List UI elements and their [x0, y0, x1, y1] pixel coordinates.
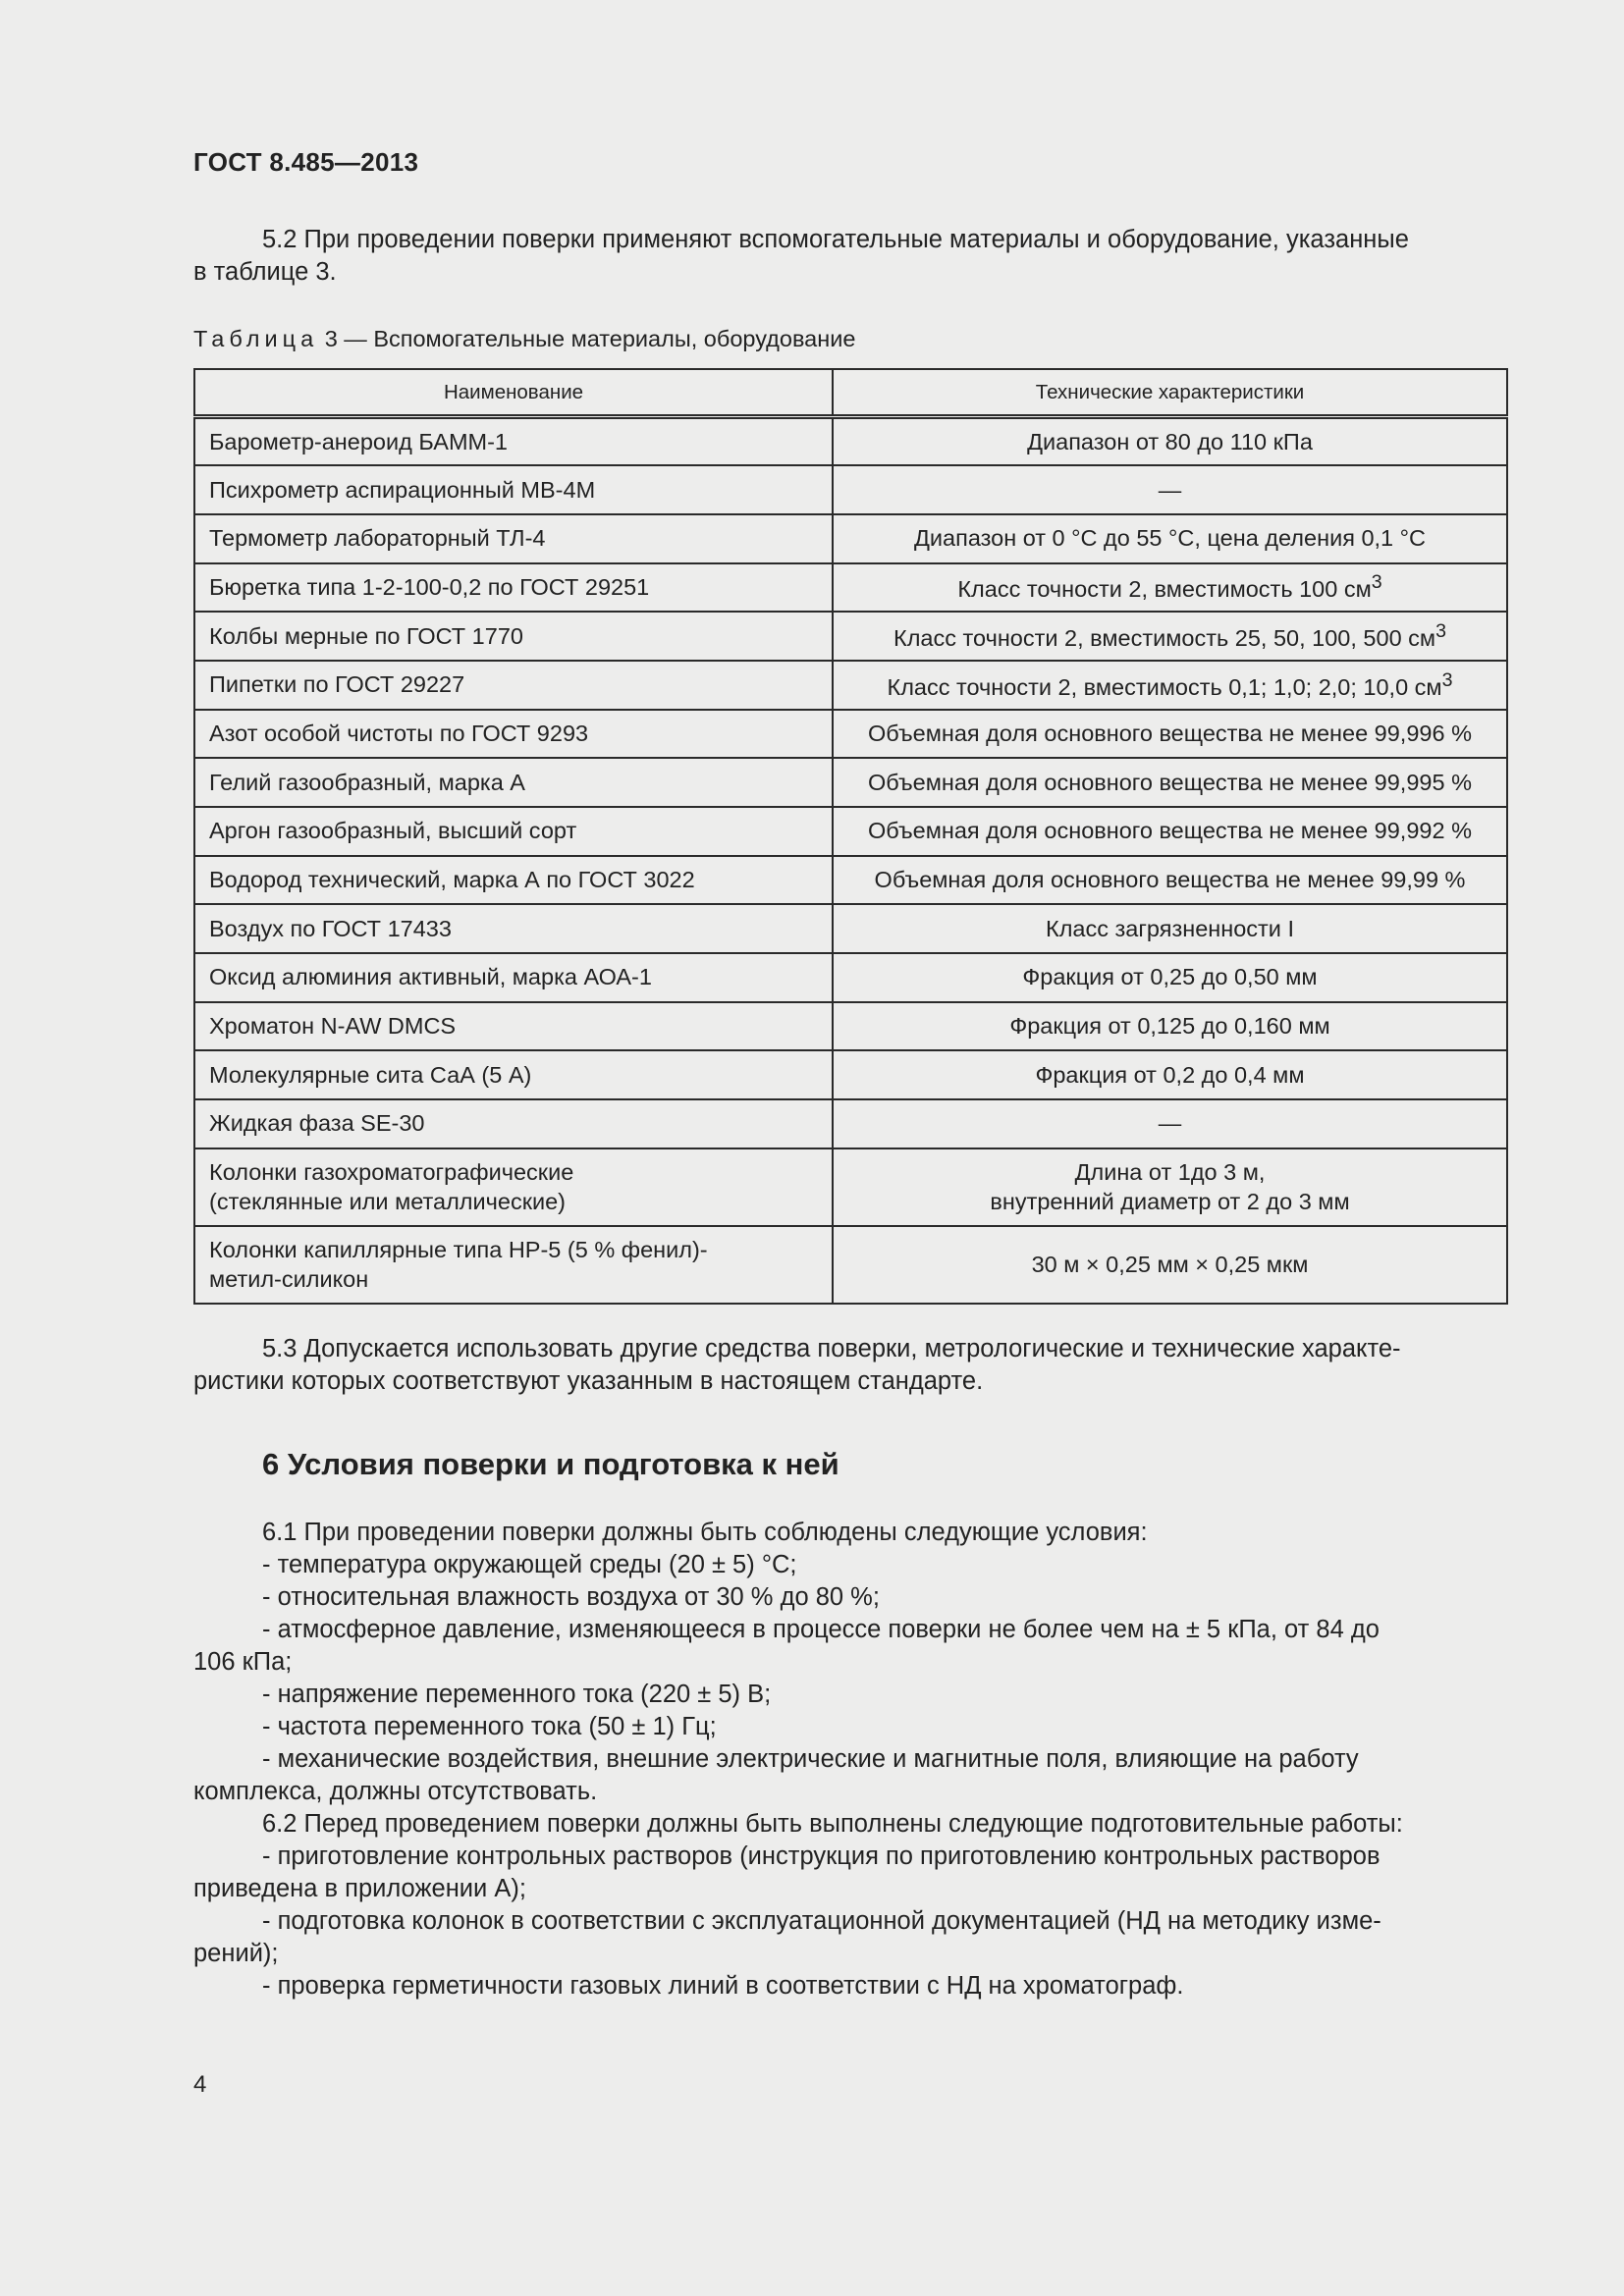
- table-row: [194, 417, 1507, 466]
- cell-line: внутренний диаметр от 2 до 3 мм: [990, 1189, 1350, 1215]
- cell-name: Гелий газообразный, марка А: [194, 758, 833, 807]
- cell-spec-text: Класс точности 2, вместимость 25, 50, 100, 500 см: [893, 625, 1436, 651]
- cell-line: Колонки капиллярные типа НР-5 (5 % фенил)-: [209, 1237, 708, 1263]
- table-row: [194, 856, 1507, 905]
- document-header: ГОСТ 8.485—2013: [193, 147, 419, 177]
- cell-name: Воздух по ГОСТ 17433: [194, 904, 833, 953]
- section-6-title: 6 Условия поверки и подготовка к ней: [262, 1447, 839, 1481]
- list-item: - относительная влажность воздуха от 30 % до 80 %;: [262, 1583, 880, 1611]
- paragraph-5-3: [193, 1333, 1507, 1398]
- superscript: 3: [1441, 668, 1453, 691]
- table-caption-label: Таблица: [193, 326, 319, 351]
- cell-spec: Объемная доля основного вещества не менее 99,996 %: [833, 710, 1507, 759]
- table-row: [194, 758, 1507, 807]
- cell-spec: 30 м × 0,25 мм × 0,25 мкм: [833, 1226, 1507, 1304]
- table-caption: [193, 326, 855, 352]
- table-row: [194, 953, 1507, 1002]
- table-row: [194, 1148, 1507, 1226]
- cell-spec: Фракция от 0,25 до 0,50 мм: [833, 953, 1507, 1002]
- cell-spec: Диапазон от 80 до 110 кПа: [833, 417, 1507, 466]
- cell-name: Пипетки по ГОСТ 29227: [194, 661, 833, 710]
- list-item: - атмосферное давление, изменяющееся в процессе поверки не более чем на ± 5 кПа, от 84 до: [262, 1616, 1380, 1643]
- paragraph-line: 5.3 Допускается использовать другие средства поверки, метрологические и технические характе-: [262, 1335, 1401, 1362]
- cell-line: (стеклянные или металлические): [209, 1189, 566, 1215]
- cell-spec: —: [833, 465, 1507, 514]
- table-row: [194, 904, 1507, 953]
- cell-spec: Объемная доля основного вещества не менее 99,99 %: [833, 856, 1507, 905]
- cell-spec-text: Класс точности 2, вместимость 100 см: [957, 576, 1372, 603]
- list-item-continuation: приведена в приложении А);: [193, 1875, 526, 1902]
- cell-name: [194, 1148, 833, 1226]
- table-row: [194, 807, 1507, 856]
- superscript: 3: [1435, 620, 1446, 643]
- table-row: [194, 1050, 1507, 1099]
- cell-name: Колбы мерные по ГОСТ 1770: [194, 612, 833, 661]
- list-item: - температура окружающей среды (20 ± 5) °С;: [262, 1551, 797, 1578]
- cell-name: Азот особой чистоты по ГОСТ 9293: [194, 710, 833, 759]
- paragraph-line: в таблице 3.: [193, 258, 337, 286]
- cell-name: Бюретка типа 1-2-100-0,2 по ГОСТ 29251: [194, 563, 833, 613]
- cell-name: Жидкая фаза SE-30: [194, 1099, 833, 1148]
- cell-line: Колонки газохроматографические: [209, 1159, 574, 1186]
- cell-spec: —: [833, 1099, 1507, 1148]
- table-header-row: [194, 369, 1507, 417]
- cell-spec: Объемная доля основного вещества не менее 99,992 %: [833, 807, 1507, 856]
- list-item-continuation: 106 кПа;: [193, 1648, 293, 1676]
- paragraph-line: ристики которых соответствуют указанным в настоящем стандарте.: [193, 1367, 984, 1395]
- cell-name: Термометр лабораторный ТЛ-4: [194, 514, 833, 563]
- list-item: - приготовление контрольных растворов (инструкция по приготовлению контрольных растворов: [262, 1842, 1380, 1870]
- cell-name: Молекулярные сита СаА (5 А): [194, 1050, 833, 1099]
- table-row: [194, 612, 1507, 661]
- cell-spec: Фракция от 0,125 до 0,160 мм: [833, 1002, 1507, 1051]
- cell-spec: Объемная доля основного вещества не менее 99,995 %: [833, 758, 1507, 807]
- paragraph-line: 5.2 При проведении поверки применяют вспомогательные материалы и оборудование, указанные: [262, 226, 1409, 253]
- list-item: - частота переменного тока (50 ± 1) Гц;: [262, 1713, 717, 1740]
- table-row: [194, 514, 1507, 563]
- cell-name: Аргон газообразный, высший сорт: [194, 807, 833, 856]
- section-6-body: [193, 1517, 1507, 2002]
- page-number: 4: [193, 2071, 207, 2098]
- table-caption-text: 3 — Вспомогательные материалы, оборудование: [324, 326, 856, 351]
- list-item: - подготовка колонок в соответствии с эксплуатационной документацией (НД на методику изме-: [262, 1907, 1381, 1935]
- table-row: [194, 661, 1507, 710]
- cell-spec: Класс загрязненности I: [833, 904, 1507, 953]
- column-header-specs: Технические характеристики: [833, 369, 1507, 417]
- table-row: [194, 710, 1507, 759]
- cell-line: Длина от 1до 3 м,: [1074, 1159, 1266, 1186]
- table-row: [194, 563, 1507, 613]
- table-row: [194, 1002, 1507, 1051]
- list-item: - проверка герметичности газовых линий в соответствии с НД на хроматограф.: [262, 1972, 1184, 2000]
- cell-spec: [833, 612, 1507, 661]
- cell-spec: Диапазон от 0 °С до 55 °С, цена деления 0,1 °С: [833, 514, 1507, 563]
- table-row: [194, 465, 1507, 514]
- cell-spec: Фракция от 0,2 до 0,4 мм: [833, 1050, 1507, 1099]
- cell-name: Психрометр аспирационный МВ-4М: [194, 465, 833, 514]
- column-header-name: Наименование: [194, 369, 833, 417]
- list-item-continuation: рений);: [193, 1940, 279, 1967]
- paragraph-6-1: 6.1 При проведении поверки должны быть соблюдены следующие условия:: [262, 1519, 1148, 1546]
- table-row: [194, 1099, 1507, 1148]
- cell-line: метил-силикон: [209, 1266, 369, 1293]
- paragraph-5-2: [193, 224, 1507, 289]
- list-item-continuation: комплекса, должны отсутствовать.: [193, 1778, 598, 1805]
- cell-name: [194, 1226, 833, 1304]
- cell-name: Оксид алюминия активный, марка АОА-1: [194, 953, 833, 1002]
- cell-name: Хроматон N-AW DMCS: [194, 1002, 833, 1051]
- list-item: - механические воздействия, внешние электрические и магнитные поля, влияющие на работу: [262, 1745, 1359, 1773]
- table-row: [194, 1226, 1507, 1304]
- cell-spec: [833, 661, 1507, 710]
- cell-spec: [833, 1148, 1507, 1226]
- cell-name: Водород технический, марка А по ГОСТ 3022: [194, 856, 833, 905]
- cell-spec-text: Класс точности 2, вместимость 0,1; 1,0; 2,0; 10,0 см: [887, 673, 1442, 700]
- cell-name: Барометр-анероид БАММ-1: [194, 417, 833, 466]
- paragraph-6-2: 6.2 Перед проведением поверки должны быть выполнены следующие подготовительные работы:: [262, 1810, 1403, 1838]
- list-item: - напряжение переменного тока (220 ± 5) В;: [262, 1681, 772, 1708]
- cell-spec: [833, 563, 1507, 613]
- superscript: 3: [1371, 571, 1382, 594]
- materials-table: [193, 368, 1508, 1305]
